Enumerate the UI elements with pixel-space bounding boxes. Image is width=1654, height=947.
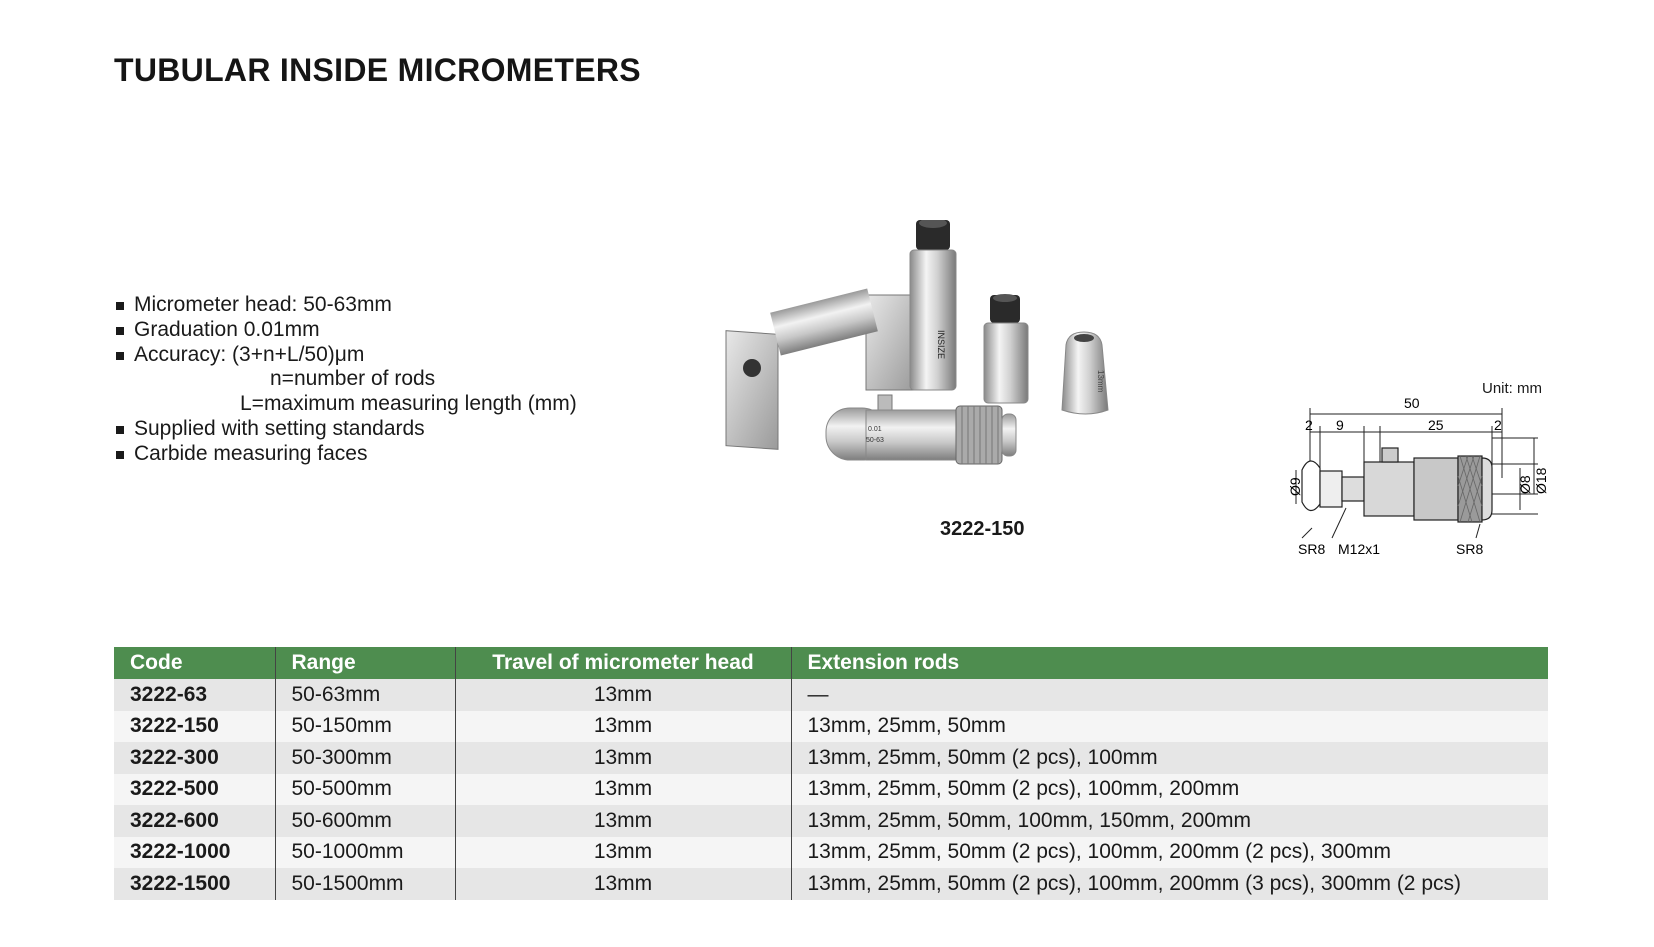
head-mark: 50-63 — [866, 437, 884, 444]
dim-sr-left: SR8 — [1298, 541, 1326, 557]
cell-range: 50-63mm — [275, 679, 455, 711]
cell-code: 3222-600 — [114, 805, 275, 837]
cell-travel: 13mm — [455, 742, 791, 774]
feature-item: Accuracy: (3+n+L/50)μm — [114, 343, 577, 368]
dim-right-b: 2 — [1494, 417, 1502, 433]
cell-range: 50-150mm — [275, 711, 455, 743]
photo-caption: 3222-150 — [940, 518, 1025, 540]
extension-rod-cap — [1062, 332, 1108, 414]
col-header-rods: Extension rods — [791, 647, 1548, 679]
spec-table — [114, 647, 1548, 900]
dim-dia-large: Ø18 — [1533, 467, 1549, 494]
head-mark: 0.01 — [868, 426, 882, 433]
table-row — [114, 805, 1548, 837]
table-header-row — [114, 647, 1548, 679]
extension-rod-tall — [910, 220, 956, 390]
cell-rods: 13mm, 25mm, 50mm — [791, 711, 1548, 743]
dim-total: 50 — [1404, 395, 1420, 411]
cell-range: 50-600mm — [275, 805, 455, 837]
cell-rods: 13mm, 25mm, 50mm, 100mm, 150mm, 200mm — [791, 805, 1548, 837]
cell-travel: 13mm — [455, 711, 791, 743]
cell-code: 3222-150 — [114, 711, 275, 743]
cell-travel: 13mm — [455, 868, 791, 900]
cell-range: 50-1500mm — [275, 868, 455, 900]
dim-left-b: 9 — [1336, 417, 1344, 433]
table-row — [114, 679, 1548, 711]
table-row — [114, 711, 1548, 743]
table-row — [114, 868, 1548, 900]
cell-range: 50-300mm — [275, 742, 455, 774]
cell-travel: 13mm — [455, 805, 791, 837]
bullet-icon — [116, 352, 124, 360]
cell-code: 3222-500 — [114, 774, 275, 806]
feature-item: Graduation 0.01mm — [114, 318, 577, 343]
bullet-icon — [116, 426, 124, 434]
cell-rods: — — [791, 679, 1548, 711]
feature-item: Micrometer head: 50-63mm — [114, 293, 577, 318]
cell-code: 3222-300 — [114, 742, 275, 774]
brand-mark: INSIZE — [936, 330, 946, 360]
cell-travel: 13mm — [455, 774, 791, 806]
feature-item: Carbide measuring faces — [114, 442, 577, 467]
feature-item: Supplied with setting standards — [114, 417, 577, 442]
micrometer-outline — [1302, 448, 1492, 522]
table-row — [114, 742, 1548, 774]
micrometer-head — [826, 395, 1016, 464]
bullet-icon — [116, 451, 124, 459]
cell-rods: 13mm, 25mm, 50mm (2 pcs), 100mm — [791, 742, 1548, 774]
cell-rods: 13mm, 25mm, 50mm (2 pcs), 100mm, 200mm (3 pcs), 300mm (2 pcs) — [791, 868, 1548, 900]
bullet-icon — [116, 327, 124, 335]
dim-left-a: 2 — [1305, 417, 1313, 433]
accuracy-note: n=number of rods — [270, 367, 436, 391]
rod-label: 13mm — [1096, 370, 1105, 393]
cell-rods: 13mm, 25mm, 50mm (2 pcs), 100mm, 200mm (2 pcs), 300mm — [791, 837, 1548, 869]
col-header-travel: Travel of micrometer head — [455, 647, 791, 679]
bullet-icon — [116, 302, 124, 310]
dim-dia-mid: Ø8 — [1517, 475, 1533, 494]
table-row — [114, 774, 1548, 806]
product-photo — [716, 220, 1186, 500]
cell-code: 3222-1000 — [114, 837, 275, 869]
feature-list — [114, 293, 577, 467]
dimension-diagram — [1280, 378, 1560, 558]
cell-code: 3222-63 — [114, 679, 275, 711]
extension-rod-short — [984, 294, 1028, 403]
col-header-range: Range — [275, 647, 455, 679]
cell-code: 3222-1500 — [114, 868, 275, 900]
dim-sr-right: SR8 — [1456, 541, 1484, 557]
cell-range: 50-500mm — [275, 774, 455, 806]
cell-rods: 13mm, 25mm, 50mm (2 pcs), 100mm, 200mm — [791, 774, 1548, 806]
dim-dia-small: Ø9 — [1287, 477, 1303, 496]
cell-travel: 13mm — [455, 679, 791, 711]
cell-range: 50-1000mm — [275, 837, 455, 869]
col-header-code: Code — [114, 647, 275, 679]
unit-label: Unit: mm — [1482, 380, 1542, 397]
cell-travel: 13mm — [455, 837, 791, 869]
dim-thread: M12x1 — [1338, 541, 1381, 557]
table-row — [114, 837, 1548, 869]
accuracy-note: L=maximum measuring length (mm) — [240, 392, 577, 416]
dim-right-a: 25 — [1428, 417, 1444, 433]
page-title: TUBULAR INSIDE MICROMETERS — [114, 52, 641, 88]
